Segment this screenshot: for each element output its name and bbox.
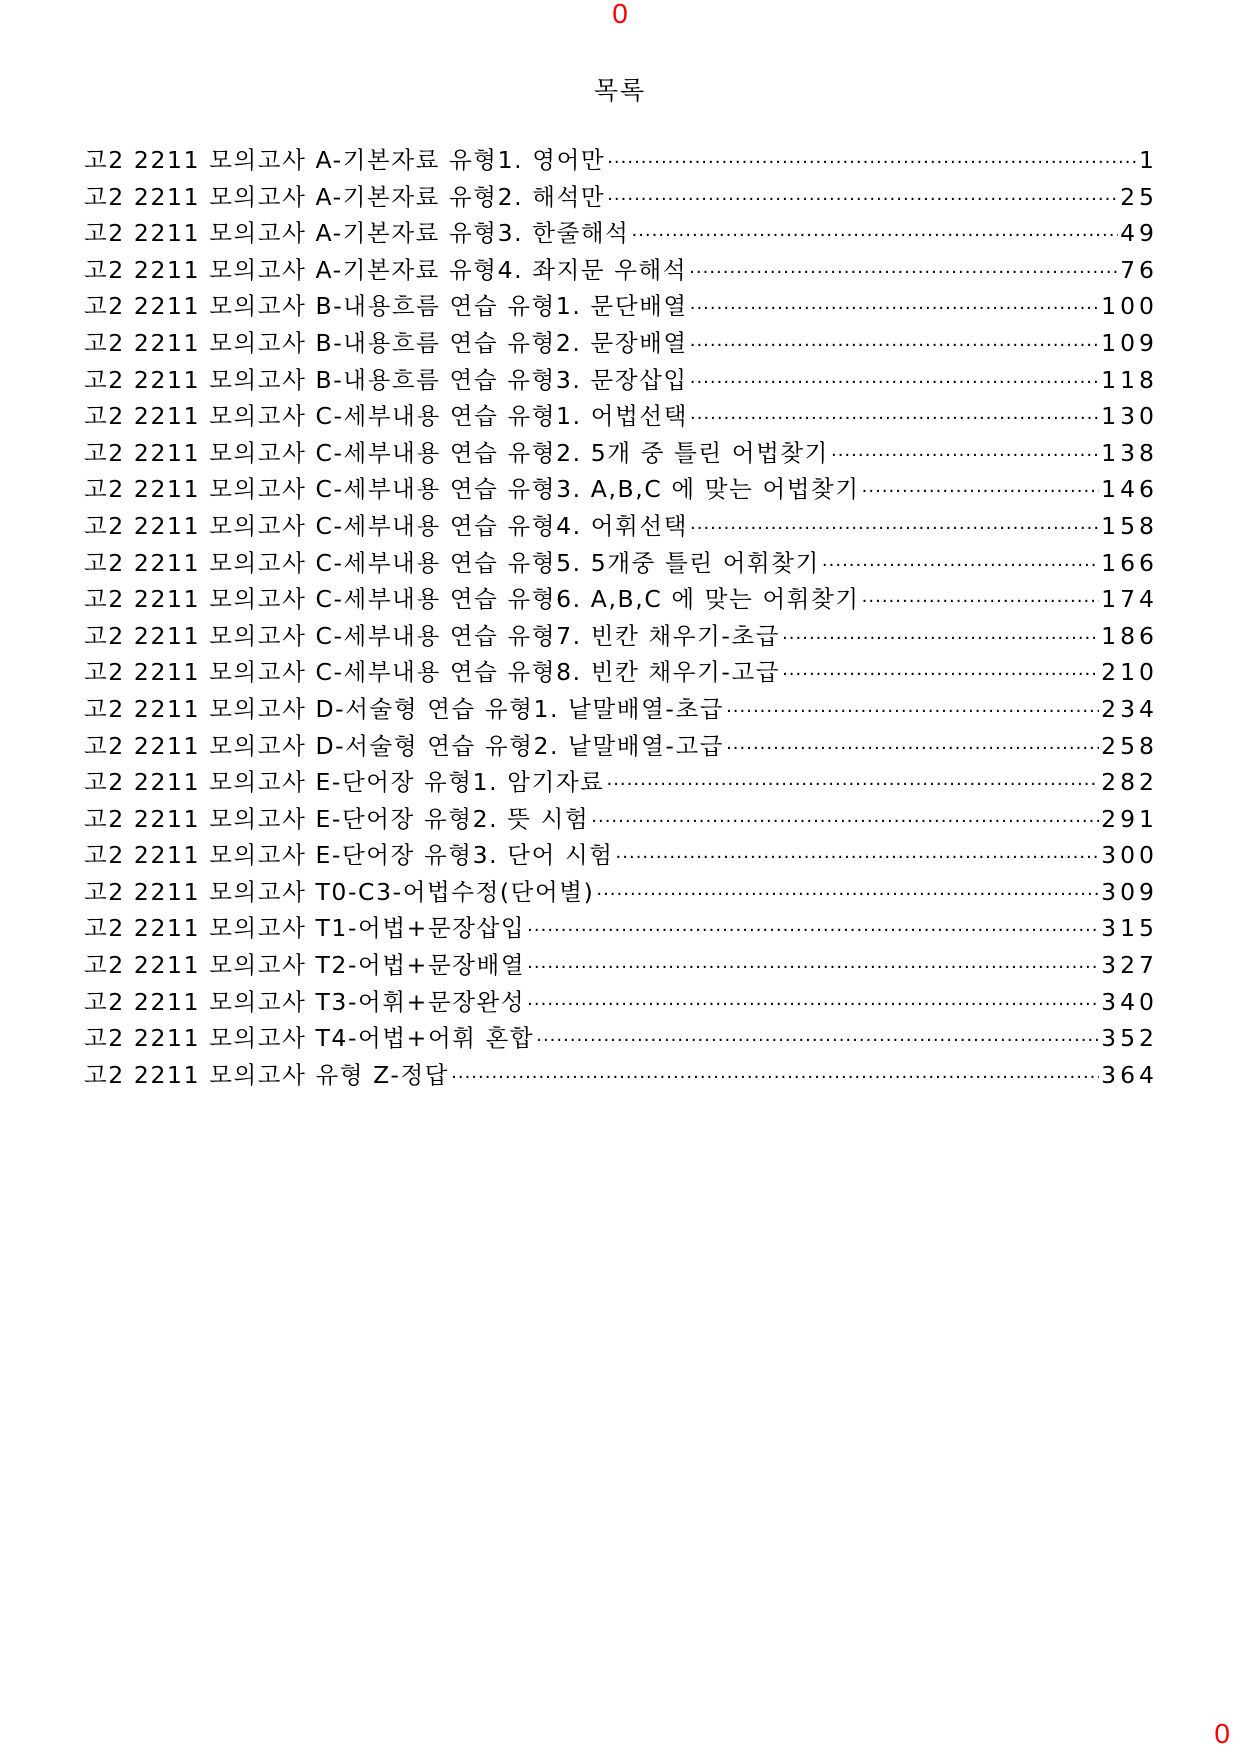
toc-entry-page-number: 340 [1101,987,1158,1016]
page-number-top: 0 [612,0,628,29]
toc-entry-page-number: 258 [1101,731,1158,760]
toc-entry[interactable] [84,691,1158,728]
toc-dot-leader [591,804,1099,841]
toc-entry-page-number: 25 [1120,182,1158,211]
toc-entry-page-number: 130 [1101,402,1158,431]
toc-entry-page-number: 282 [1101,768,1158,797]
toc-entry[interactable] [84,801,1158,838]
toc-entry-label: 고2 2211 모의고사 C-세부내용 연습 유형6. A,B,C 에 맞는 어휘찾기 [84,585,860,614]
toc-entry[interactable] [84,215,1158,252]
toc-entry-page-number: 109 [1101,328,1158,357]
toc-entry-page-number: 210 [1101,658,1158,687]
toc-entry[interactable] [84,142,1158,179]
toc-entry-label: 고2 2211 모의고사 E-단어장 유형1. 암기자료 [84,768,605,797]
toc-entry-page-number: 291 [1101,804,1158,833]
toc-entry-label: 고2 2211 모의고사 C-세부내용 연습 유형7. 빈칸 채우기-초급 [84,621,781,650]
toc-entry[interactable] [84,471,1158,508]
toc-entry-label: 고2 2211 모의고사 T0-C3-어법수정(단어별) [84,877,595,906]
toc-entry[interactable] [84,654,1158,691]
toc-entry-page-number: 309 [1101,877,1158,906]
toc-entry[interactable] [84,325,1158,362]
toc-entry-label: 고2 2211 모의고사 T1-어법+문장삽입 [84,914,526,943]
toc-entry-label: 고2 2211 모의고사 T3-어휘+문장완성 [84,987,526,1016]
toc-entry[interactable] [84,618,1158,655]
toc-entry[interactable] [84,764,1158,801]
toc-dot-leader [690,328,1099,365]
toc-entry-label: 고2 2211 모의고사 A-기본자료 유형1. 영어만 [84,146,606,174]
toc-entry-page-number: 146 [1101,475,1158,504]
toc-entry-page-number: 76 [1120,255,1158,284]
toc-dot-leader [607,182,1118,219]
toc-dot-leader [527,987,1099,1024]
toc-dot-leader [726,694,1099,731]
toc-dot-leader [782,621,1099,658]
toc-dot-leader [527,950,1099,987]
toc-entry[interactable] [84,874,1158,911]
toc-entry-page-number: 300 [1101,841,1158,870]
toc-entry[interactable] [84,728,1158,765]
page-title: 목록 [593,76,647,105]
toc-entry[interactable] [84,1057,1158,1094]
toc-dot-leader [690,401,1099,438]
toc-entry-page-number: 118 [1101,365,1158,394]
toc-dot-leader [631,218,1118,255]
toc-entry-page-number: 315 [1101,914,1158,943]
toc-entry-label: 고2 2211 모의고사 E-단어장 유형3. 단어 시험 [84,841,614,870]
toc-dot-leader [451,1060,1099,1097]
toc-entry-label: 고2 2211 모의고사 T4-어법+어휘 혼합 [84,1024,535,1053]
toc-entry[interactable] [84,545,1158,582]
toc-entry-label: 고2 2211 모의고사 T2-어법+문장배열 [84,951,526,980]
page-number-bottom: 0 [1214,1718,1230,1749]
toc-entry-label: 고2 2211 모의고사 D-서술형 연습 유형1. 낱말배열-초급 [84,694,725,723]
toc-entry-page-number: 234 [1101,694,1158,723]
toc-entry-label: 고2 2211 모의고사 E-단어장 유형2. 뜻 시험 [84,804,590,833]
toc-entry[interactable] [84,288,1158,325]
toc-dot-leader [607,145,1137,182]
toc-dot-leader [616,840,1100,877]
toc-entry-page-number: 100 [1101,292,1158,321]
toc-entry-label: 고2 2211 모의고사 C-세부내용 연습 유형8. 빈칸 채우기-고급 [84,658,781,687]
toc-entry-label: 고2 2211 모의고사 C-세부내용 연습 유형4. 어휘선택 [84,511,689,540]
toc-entry-page-number: 327 [1101,951,1158,980]
toc-entry-label: 고2 2211 모의고사 A-기본자료 유형2. 해석만 [84,182,606,211]
toc-entry[interactable] [84,910,1158,947]
toc-entry-label: 고2 2211 모의고사 B-내용흐름 연습 유형1. 문단배열 [84,292,688,321]
toc-entry-page-number: 364 [1101,1060,1158,1089]
toc-entry-page-number: 166 [1101,548,1158,577]
toc-entry[interactable] [84,435,1158,472]
toc-entry-label: 고2 2211 모의고사 B-내용흐름 연습 유형3. 문장삽입 [84,365,688,394]
toc-dot-leader [822,548,1099,585]
toc-dot-leader [596,877,1099,914]
toc-entry-label: 고2 2211 모의고사 C-세부내용 연습 유형1. 어법선택 [84,402,689,431]
toc-entry-page-number: 1 [1139,146,1158,174]
toc-entry-page-number: 174 [1101,585,1158,614]
toc-dot-leader [527,913,1099,950]
toc-entry-page-number: 49 [1120,219,1158,248]
toc-entry-label: 고2 2211 모의고사 유형 Z-정답 [84,1060,450,1089]
toc-entry-label: 고2 2211 모의고사 C-세부내용 연습 유형5. 5개중 틀린 어휘찾기 [84,548,820,577]
toc-entry-label: 고2 2211 모의고사 A-기본자료 유형4. 좌지문 우해석 [84,255,688,284]
toc-entry[interactable] [84,1020,1158,1057]
toc-entry-page-number: 138 [1101,438,1158,467]
toc-entry-page-number: 158 [1101,511,1158,540]
toc-entry[interactable] [84,362,1158,399]
toc-entry-label: 고2 2211 모의고사 C-세부내용 연습 유형2. 5개 중 틀린 어법찾기 [84,438,829,467]
toc-entry-label: 고2 2211 모의고사 C-세부내용 연습 유형3. A,B,C 에 맞는 어법찾기 [84,475,860,504]
toc-entry[interactable] [84,837,1158,874]
toc-entry[interactable] [84,947,1158,984]
toc-entry-label: 고2 2211 모의고사 A-기본자료 유형3. 한줄해석 [84,219,630,248]
toc-entry-page-number: 186 [1101,621,1158,650]
toc-entry[interactable] [84,508,1158,545]
toc-dot-leader [726,731,1099,768]
toc-dot-leader [690,291,1099,328]
toc-dot-leader [606,767,1099,804]
toc-dot-leader [536,1023,1099,1060]
toc-dot-leader [831,438,1099,475]
toc-entry-label: 고2 2211 모의고사 D-서술형 연습 유형2. 낱말배열-고급 [84,731,725,760]
toc-dot-leader [782,657,1099,694]
toc-entry[interactable] [84,179,1158,216]
toc-dot-leader [862,474,1099,511]
toc-entry[interactable] [84,984,1158,1021]
toc-entry[interactable] [84,398,1158,435]
toc-entry-page-number: 352 [1101,1024,1158,1053]
toc-dot-leader [862,584,1099,621]
toc-dot-leader [689,255,1118,292]
toc-dot-leader [690,511,1099,548]
toc-entry-label: 고2 2211 모의고사 B-내용흐름 연습 유형2. 문장배열 [84,328,688,357]
toc-dot-leader [690,365,1099,402]
table-of-contents [84,142,1158,1093]
toc-entry[interactable] [84,581,1158,618]
toc-entry[interactable] [84,252,1158,289]
